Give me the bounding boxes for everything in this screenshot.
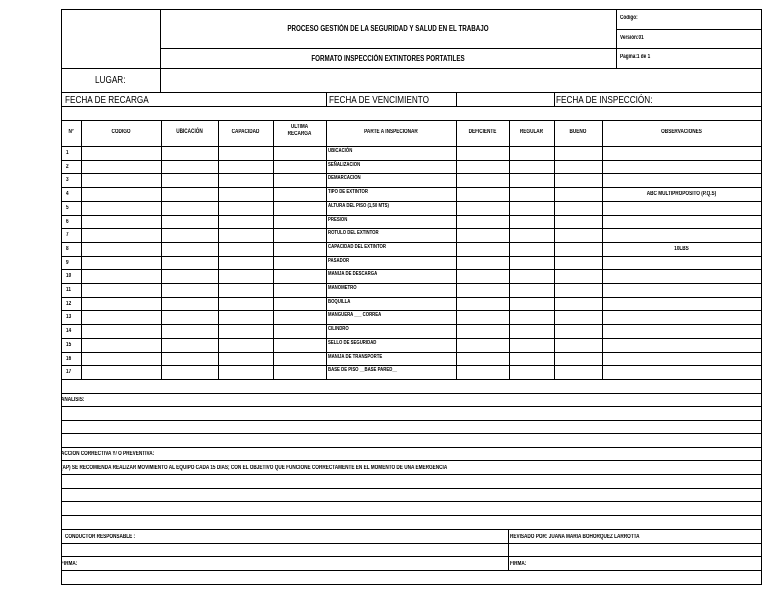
col-header-ultima: ULTIMA xyxy=(290,124,309,130)
row-part: PRESION xyxy=(328,216,348,223)
codigo-label: Codigo: xyxy=(620,15,638,21)
rule xyxy=(456,120,457,379)
row-part: ROTULO DEL EXTINTOR xyxy=(328,230,379,237)
rule xyxy=(61,447,762,448)
rule xyxy=(61,352,762,353)
rule xyxy=(61,474,762,475)
rule xyxy=(61,501,762,502)
rule xyxy=(509,120,510,379)
rule xyxy=(160,48,762,49)
row-part: BOQUILLA xyxy=(328,298,351,305)
row-number: 7 xyxy=(66,232,69,239)
col-header-ubicacion: UBICACIÓN xyxy=(176,129,203,135)
rule xyxy=(61,406,762,407)
rule xyxy=(61,488,762,489)
rule xyxy=(161,120,162,379)
col-header-observaciones: OBSERVACIONES xyxy=(661,129,702,135)
rule xyxy=(61,146,762,147)
col-header-capacidad: CAPACIDAD xyxy=(231,129,260,135)
row-part: UBICACIÓN xyxy=(328,148,353,154)
row-part: TIPO DE EXTINTOR xyxy=(328,189,368,196)
rule xyxy=(61,92,762,93)
process-title: PROCESO GESTIÓN DE LA SEGURIDAD Y SALUD EN EL TRABAJO xyxy=(287,24,489,33)
rule xyxy=(61,201,762,202)
page-label: Pagina:1 de 1 xyxy=(620,54,651,60)
rule xyxy=(61,584,762,585)
rule xyxy=(61,120,762,121)
row-number: 14 xyxy=(66,328,72,335)
row-part: MANGUERA ___ CORREA xyxy=(328,312,382,319)
rule xyxy=(61,338,762,339)
rule xyxy=(61,9,762,10)
rule xyxy=(61,570,762,571)
lugar-label: LUGAR: xyxy=(95,74,126,86)
row-part: MANIJA DE TRANSPORTE xyxy=(328,353,383,360)
rule xyxy=(61,543,762,544)
rule xyxy=(61,324,762,325)
rule xyxy=(61,460,762,461)
fecha-inspeccion-label: FECHA DE INSPECCIÓN: xyxy=(556,94,653,106)
row-number: 6 xyxy=(66,218,69,225)
row-number: 17 xyxy=(66,369,72,376)
version-label: Versión:01 xyxy=(620,35,644,41)
rule xyxy=(61,310,762,311)
firma-right-label: FIRMA: xyxy=(510,561,527,567)
firma-left-label: FIRMA: xyxy=(61,561,78,567)
rule xyxy=(616,9,617,68)
row-number: 11 xyxy=(66,287,71,293)
rule xyxy=(61,297,762,298)
conductor-label: CONDUCTOR RESPONSABLE : xyxy=(65,534,136,540)
rule xyxy=(61,160,762,161)
rule xyxy=(61,256,762,257)
col-header-deficiente: DEFICIENTE xyxy=(468,129,497,135)
rule xyxy=(554,120,555,379)
rule xyxy=(616,29,762,30)
analisis-label: ANALISIS: xyxy=(61,397,85,403)
row-number: 9 xyxy=(66,259,69,266)
row-number: 12 xyxy=(66,300,72,307)
row-part: BASE DE PISO __BASE PARED__ xyxy=(328,367,398,374)
rule xyxy=(61,283,762,284)
rule xyxy=(602,120,603,379)
row-number: 13 xyxy=(66,314,72,321)
col-header-bueno: BUENO xyxy=(569,129,587,135)
rule xyxy=(61,173,762,174)
col-header-regular: REGULAR xyxy=(519,129,544,135)
rule xyxy=(326,120,327,379)
fecha-vencimiento-label: FECHA DE VENCIMIENTO xyxy=(329,94,429,106)
rule xyxy=(456,92,457,106)
rule xyxy=(61,393,762,394)
format-title: FORMATO INSPECCIÓN EXTINTORES PORTATILES xyxy=(311,54,465,63)
rule xyxy=(61,365,762,366)
row-part: MANIJA DE DESCARGA xyxy=(328,271,378,278)
row-part: MANOMETRO xyxy=(328,285,357,291)
rule xyxy=(554,92,555,106)
col-header-codigo: CODIGO xyxy=(111,129,131,135)
col-header-recarga: RECARGA xyxy=(287,131,312,137)
rule xyxy=(61,228,762,229)
row-number: 3 xyxy=(66,177,69,184)
row-part: CAPACIDAD DEL EXTINTOR xyxy=(328,243,386,250)
row-part: CILINDRO xyxy=(328,326,349,333)
rule xyxy=(61,187,762,188)
row-part: SELLO DE SEGURIDAD xyxy=(328,339,377,346)
row-number: 16 xyxy=(66,355,72,362)
row-observation: ABC MULTIPROPOSITO (P.Q.S) xyxy=(646,191,717,198)
row-number: 2 xyxy=(66,163,69,170)
rule xyxy=(61,529,762,530)
rule xyxy=(61,515,762,516)
rule xyxy=(508,529,509,571)
col-header-parte: PARTE A INSPECIONAR xyxy=(364,129,418,135)
rule xyxy=(61,215,762,216)
rule xyxy=(61,433,762,434)
col-header-n: Nº xyxy=(68,129,74,135)
row-number: 4 xyxy=(66,191,69,198)
row-part: SEÑALIZACION xyxy=(328,161,361,168)
row-number: 5 xyxy=(66,204,69,211)
rule xyxy=(326,92,327,106)
row-part: ALTURA DEL PISO (1,50 MTS) xyxy=(328,202,389,209)
rule xyxy=(61,68,762,69)
rule xyxy=(218,120,219,379)
rule xyxy=(81,120,82,379)
fecha-recarga-label: FECHA DE RECARGA xyxy=(65,94,149,106)
rule xyxy=(61,379,762,380)
row-number: 1 xyxy=(66,150,69,156)
row-number: 8 xyxy=(66,245,69,252)
accion-text: (AP) SE RECOMIENDA REALIZAR MOVIMIENTO AL EQUIPO CADA 15 DIAS; CON EL OBJETIVO QUE FUNCIONE CORRECTAMENTE EN EL MOMENTO DE UNA EMERGENCIA xyxy=(61,465,448,471)
row-part: PASADOR xyxy=(328,257,350,264)
rule xyxy=(61,242,762,243)
rule xyxy=(160,9,161,92)
rule xyxy=(61,556,762,557)
revisado-label: REVISADO POR: JUANA MARIA BOHORQUEZ LARROTTA xyxy=(510,534,640,540)
rule xyxy=(61,420,762,421)
rule xyxy=(61,269,762,270)
accion-label: ACCION CORRECTIVA Y/ O PREVENTIVA: xyxy=(61,451,155,457)
row-number: 10 xyxy=(66,273,72,280)
row-observation: 10LBS xyxy=(674,245,689,252)
rule xyxy=(61,106,762,107)
row-part: DEMARCACION xyxy=(328,175,361,182)
rule xyxy=(273,120,274,379)
row-number: 15 xyxy=(66,341,72,348)
